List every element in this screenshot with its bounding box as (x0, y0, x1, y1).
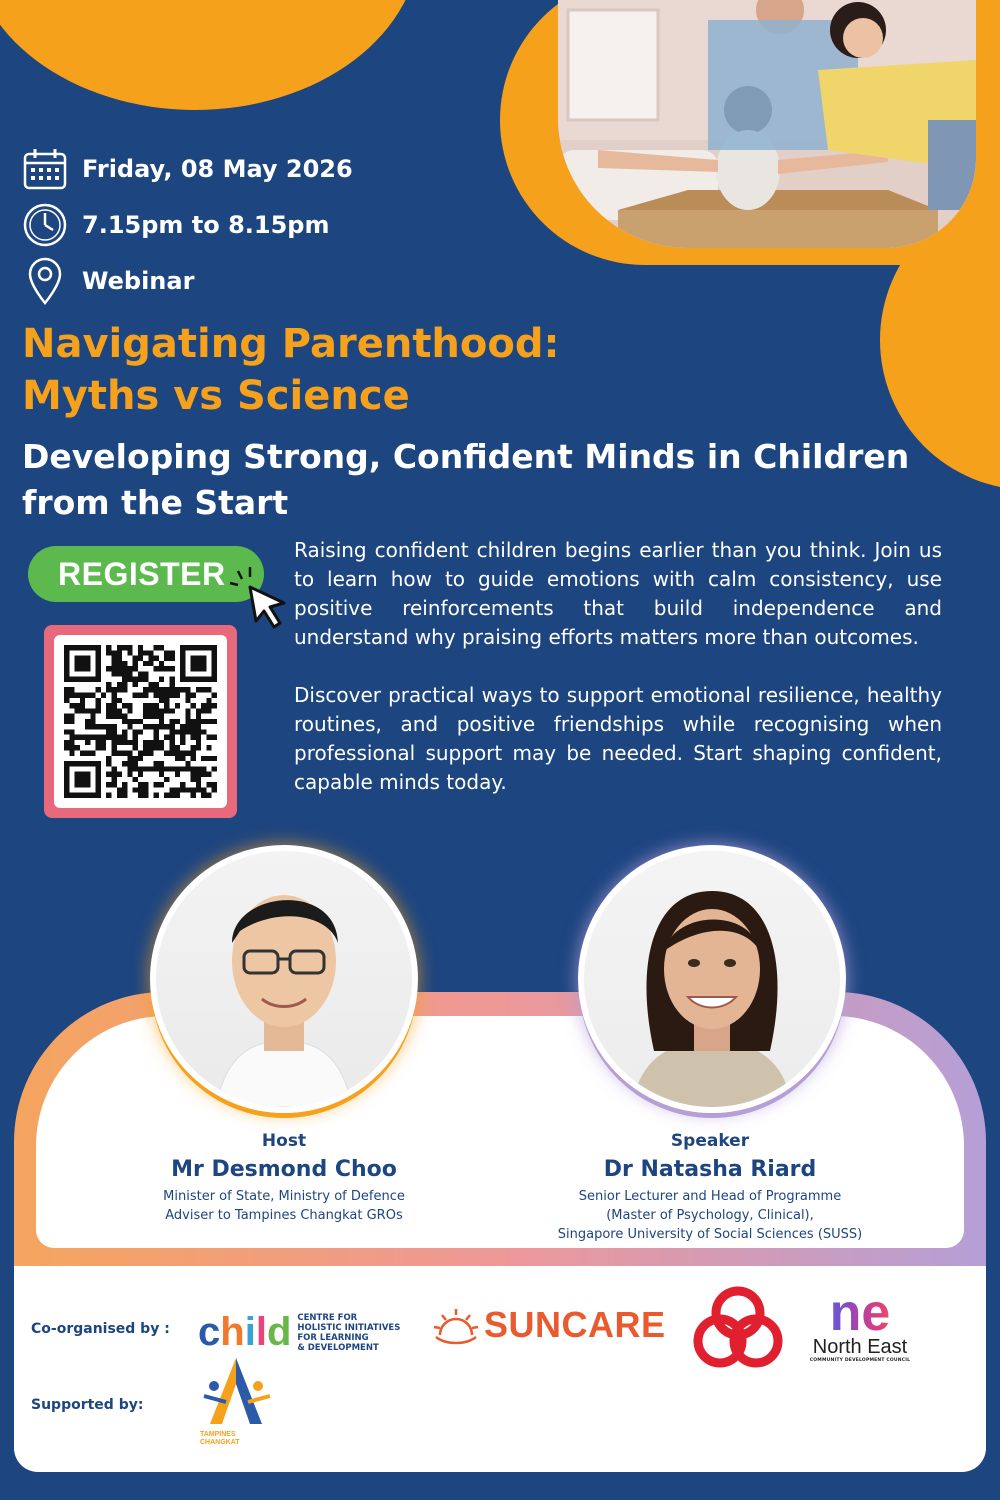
description-paragraph-2: Discover practical ways to support emotional resilience, healthy routines, and positive friendships while recognising when professional support may be needed. Start shaping confident, capable minds today. (294, 683, 942, 794)
title-line-1: Navigating Parenthood: (22, 321, 560, 367)
location-pin-icon (22, 258, 68, 304)
suncare-logo (432, 1304, 666, 1346)
speaker-title-line-3: Singapore University of Social Sciences (SUSS) (557, 1227, 863, 1242)
north-east-cdc-logo (800, 1284, 920, 1363)
host-title-line-2: Adviser to Tampines Changkat GROs (165, 1208, 403, 1223)
event-date: Friday, 08 May 2026 (82, 155, 353, 183)
title-line-2: Myths vs Science (22, 373, 410, 419)
supported-label: Supported by: (31, 1397, 144, 1413)
tampines-changkat-logo (196, 1354, 278, 1446)
child-tagline-2: HOLISTIC INITIATIVES (297, 1322, 401, 1333)
sun-hands-icon (432, 1305, 480, 1345)
child-logo-word: child (198, 1310, 292, 1354)
child-tagline-4: & DEVELOPMENT (297, 1342, 379, 1353)
calendar-icon (22, 146, 68, 192)
orange-blob-top-left (0, 0, 420, 110)
speaker-role: Speaker (670, 1131, 750, 1151)
event-venue-row (22, 258, 194, 304)
speaker-name: Dr Natasha Riard (603, 1157, 817, 1182)
tc-logo-text-2: CHANGKAT (200, 1439, 240, 1446)
host-info (74, 1131, 494, 1225)
qr-code-frame (44, 625, 237, 818)
ne-logo-tagline: COMMUNITY DEVELOPMENT COUNCIL (809, 1358, 911, 1363)
child-logo (198, 1310, 400, 1355)
ne-logo-name: North East (812, 1336, 908, 1358)
host-role: Host (261, 1131, 307, 1151)
event-time: 7.15pm to 8.15pm (82, 211, 330, 239)
subtitle-line-1: Developing Strong, Confident Minds in Children (22, 437, 910, 476)
cursor-icon (228, 563, 288, 637)
host-name: Mr Desmond Choo (171, 1157, 397, 1182)
child-logo-tagline (297, 1313, 400, 1353)
qr-code[interactable] (54, 635, 227, 808)
event-venue: Webinar (82, 267, 195, 295)
subtitle-line-2: from the Start (22, 483, 289, 522)
page-title (22, 318, 560, 422)
page-subtitle (22, 434, 962, 526)
speaker-info (500, 1131, 920, 1244)
host-portrait (150, 845, 418, 1113)
description-paragraph-1: Raising confident children begins earlier than you think. Join us to learn how to guide emotions with calm consistency, use positive reinforcements that build independence and understand why praising efforts matters more than outcomes. (294, 538, 942, 649)
clock-icon (22, 202, 68, 248)
speaker-portrait (578, 845, 846, 1113)
speaker-title-line-2: (Master of Psychology, Clinical), (606, 1208, 814, 1223)
description (294, 536, 942, 797)
family-photo (558, 0, 976, 248)
event-date-row (22, 146, 353, 192)
host-title-line-1: Minister of State, Ministry of Defence (163, 1189, 405, 1204)
child-tagline-1: CENTRE FOR (297, 1312, 358, 1323)
child-tagline-3: FOR LEARNING (297, 1332, 369, 1343)
tc-logo-text-1: TAMPINES (200, 1431, 236, 1438)
suncare-logo-word: SUNCARE (484, 1304, 666, 1345)
register-button[interactable]: REGISTER (28, 546, 264, 602)
ne-logo-mark: ne (800, 1290, 920, 1336)
event-time-row (22, 202, 329, 248)
coorganised-label: Co-organised by : (31, 1321, 170, 1337)
knot-logo (692, 1283, 784, 1379)
speaker-title-line-1: Senior Lecturer and Head of Programme (578, 1189, 842, 1204)
